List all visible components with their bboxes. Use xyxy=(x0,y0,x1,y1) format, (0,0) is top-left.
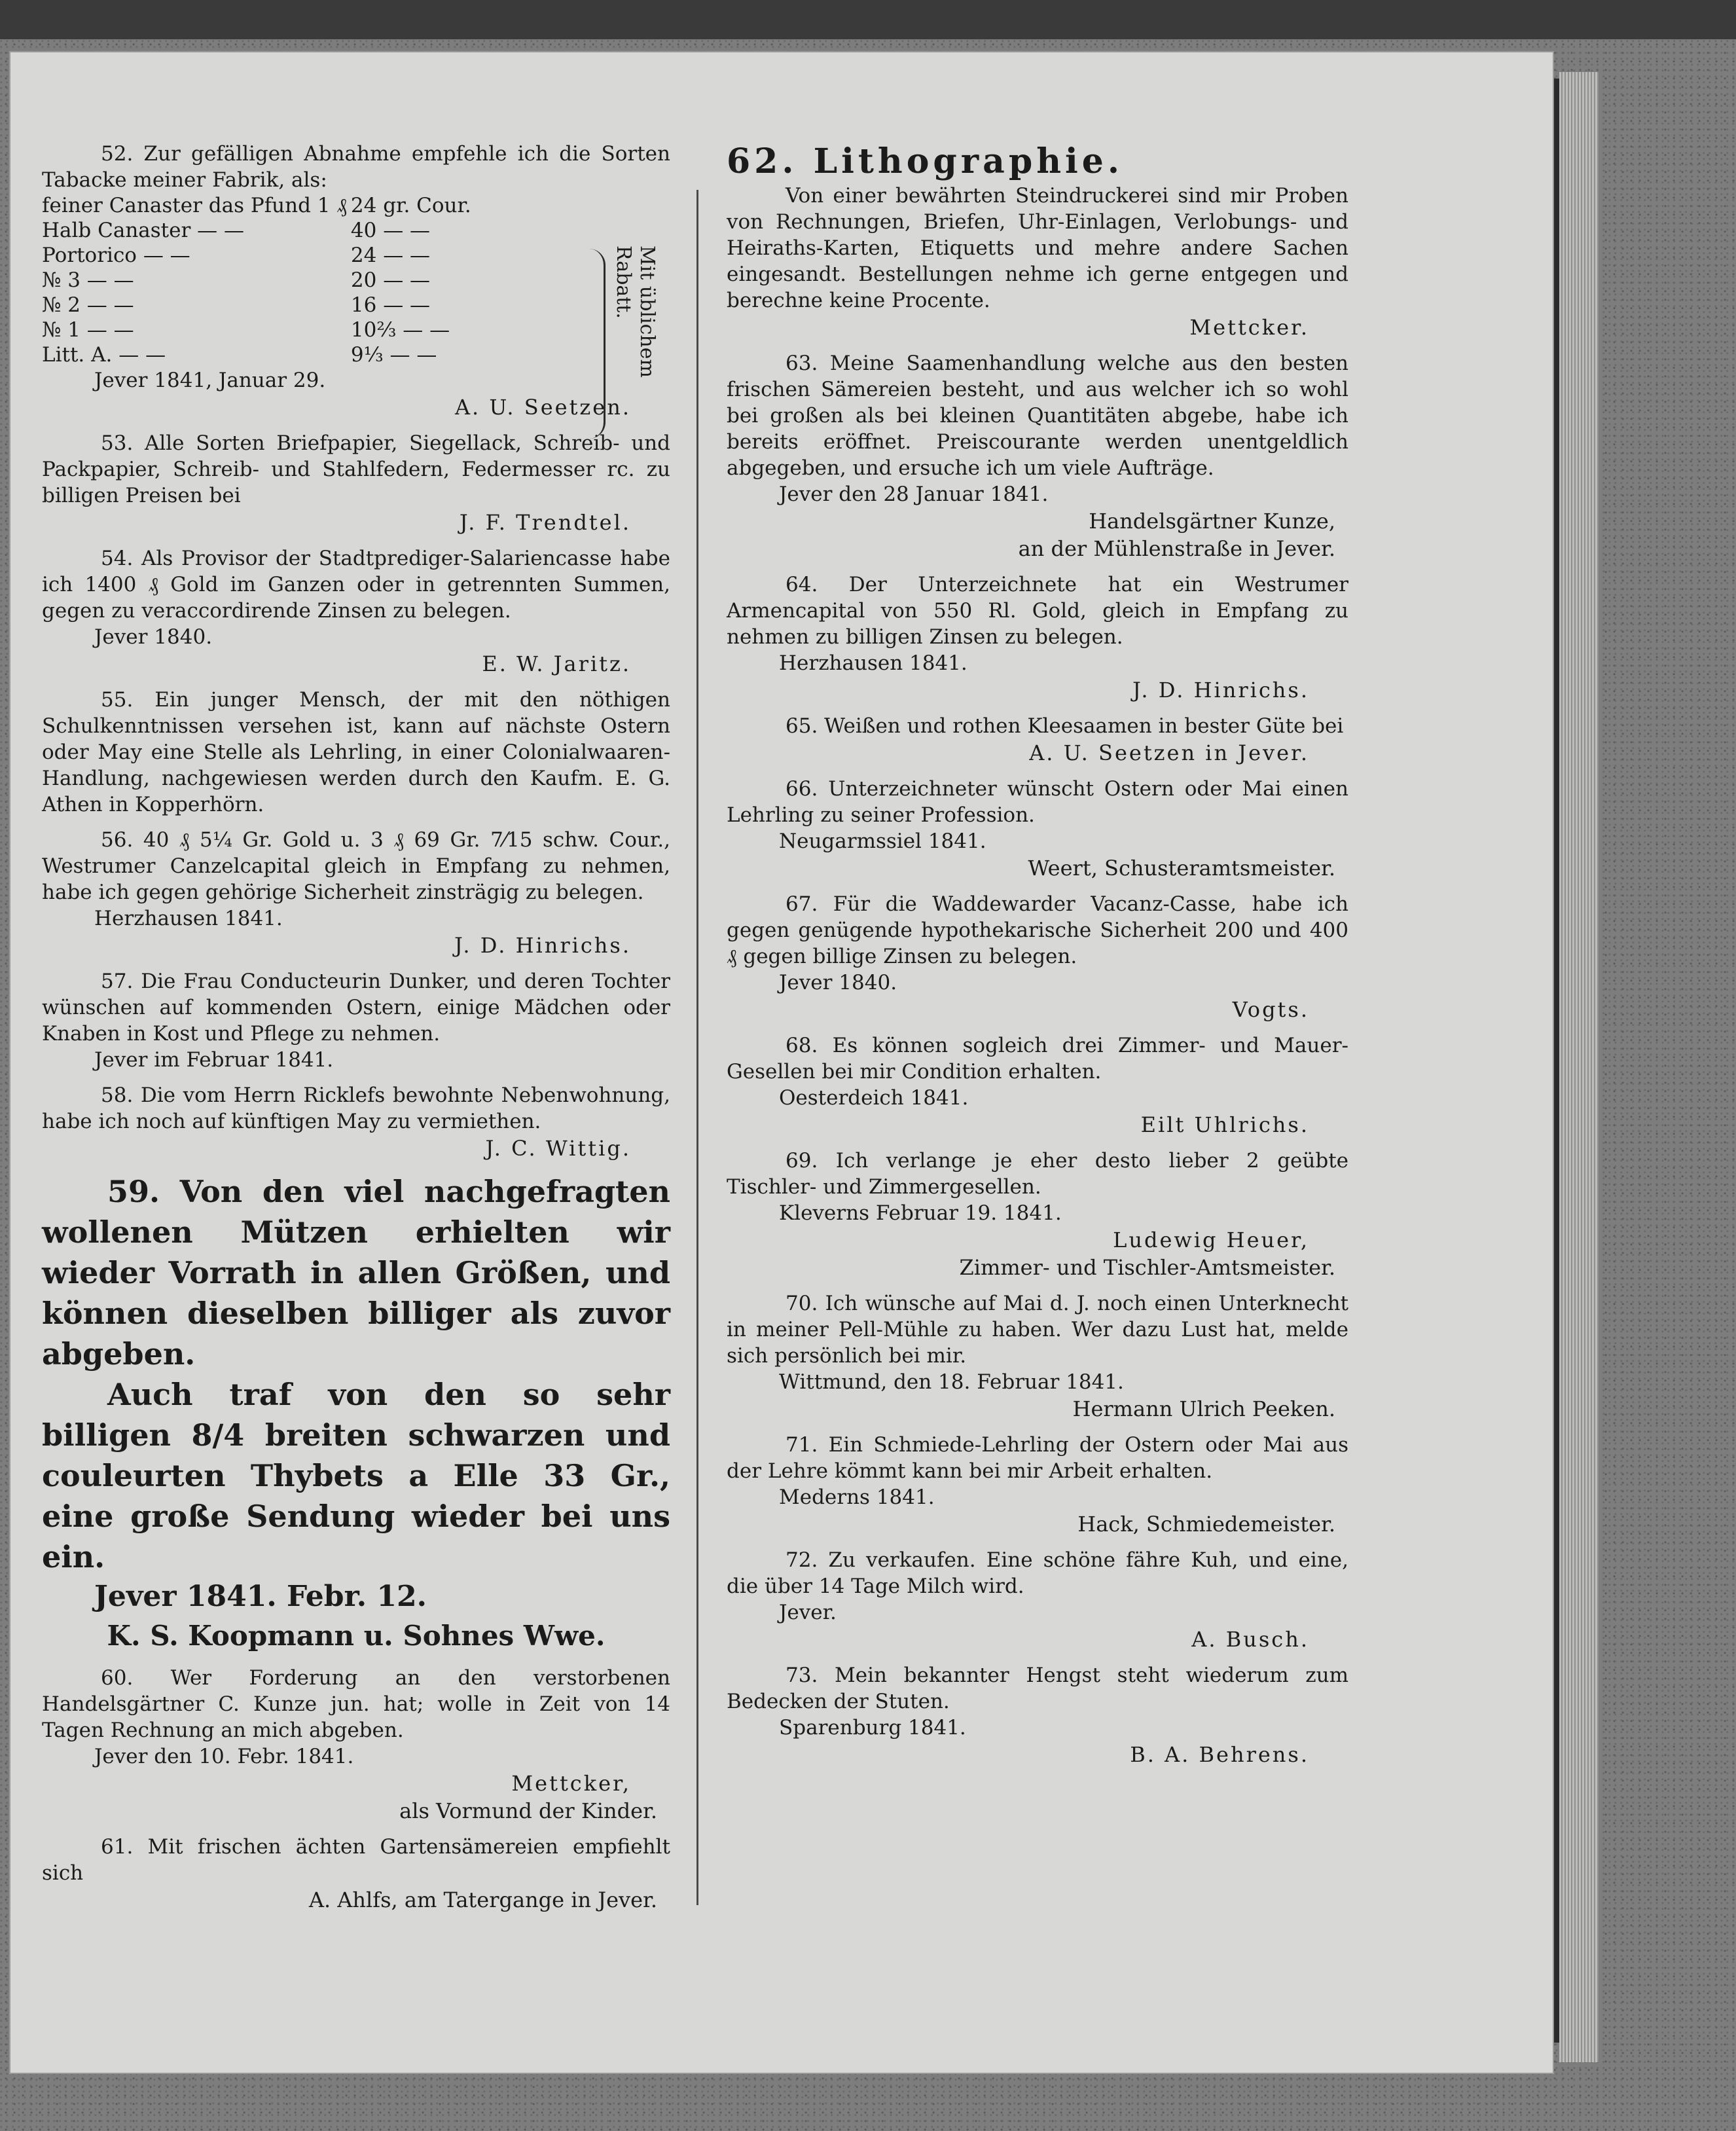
table-row xyxy=(42,218,475,243)
tobacco-price-table xyxy=(42,193,475,367)
right-column xyxy=(727,141,1348,1768)
table-cell: Litt. A. — — xyxy=(42,343,166,367)
table-cell: Halb Canaster — — xyxy=(42,219,245,242)
ad-52-text: 52. Zur gefälligen Abnahme empfehle ich die Sorten Tabacke meiner Fabrik, als: xyxy=(42,142,670,192)
ad-62-headline: 62. Lithographie. xyxy=(727,141,1123,181)
ad-65-signature: A. U. Seetzen in Jever. xyxy=(1029,740,1309,765)
curly-brace xyxy=(589,249,606,439)
table-cell: 10⅔ — — xyxy=(350,318,450,342)
ad-53 xyxy=(42,430,670,536)
ad-63-signature-address: an der Mühlenstraße in Jever. xyxy=(1018,536,1335,561)
ad-57 xyxy=(42,968,670,1073)
ad-65-text: 65. Weißen und rothen Kleesaamen in bester Güte bei xyxy=(786,714,1344,738)
ad-69-text: 69. Ich verlange je eher desto lieber 2 geübte Tischler- und Zimmergesellen. xyxy=(727,1149,1348,1199)
ad-73-signature: B. A. Behrens. xyxy=(1130,1742,1309,1767)
table-row xyxy=(42,342,475,367)
ad-56 xyxy=(42,827,670,959)
ad-70-text: 70. Ich wünsche auf Mai d. J. noch einen Unterknecht in meiner Pell-Mühle zu haben. Wer dazu Lust hat, melde sich persönlich bei mir. xyxy=(727,1292,1348,1368)
ad-71-date: Mederns 1841. xyxy=(779,1485,935,1509)
ad-53-text: 53. Alle Sorten Briefpapier, Siegellack, Schreib- und Packpapier, Schreib- und Stahlfedern, Federmesser rc. zu billigen Preisen bei xyxy=(42,431,670,507)
ad-69-signature: Ludewig Heuer, xyxy=(1113,1228,1309,1252)
ad-68 xyxy=(727,1032,1348,1138)
table-row xyxy=(42,193,475,218)
ad-54 xyxy=(42,545,670,678)
table-cell: 20 — — xyxy=(350,268,431,292)
ad-67 xyxy=(727,891,1348,1023)
ad-56-date: Herzhausen 1841. xyxy=(94,907,283,930)
ad-66-signature: Weert, Schusteramtsmeister. xyxy=(1028,856,1335,881)
ad-56-signature: J. D. Hinrichs. xyxy=(454,933,631,958)
ad-55-text: 55. Ein junger Mensch, der mit den nöthigen Schulkenntnissen versehen ist, kann auf nächste Ostern oder May eine Stelle als Lehrling, in einer Colonialwaaren-Handlung, nachgewiesen werden durch den Kaufm. E. G. Athen in Kopperhörn. xyxy=(42,688,670,816)
ad-56-text: 56. 40 ₰ 5¼ Gr. Gold u. 3 ₰ 69 Gr. 7⁄15 schw. Cour., Westrumer Canzelcapital gleich in Empfang zu nehmen, habe ich gegen gehörige Sicherheit zinsträgig zu belegen. xyxy=(42,828,670,904)
ad-64-signature: J. D. Hinrichs. xyxy=(1132,678,1309,702)
table-cell: 24 — — xyxy=(350,244,431,267)
ad-59-signature: K. S. Koopmann u. Sohnes Wwe. xyxy=(107,1620,606,1652)
ad-71-text: 71. Ein Schmiede-Lehrling der Ostern oder Mai aus der Lehre kömmt kann bei mir Arbeit erhalten. xyxy=(727,1433,1348,1483)
table-cell: 40 — — xyxy=(350,219,431,242)
table-cell: 9⅓ — — xyxy=(350,343,437,367)
ad-60-signature: Mettcker, xyxy=(511,1771,631,1796)
ad-72-date: Jever. xyxy=(779,1601,837,1624)
table-cell: № 2 — — xyxy=(42,293,134,317)
column-divider xyxy=(696,190,698,1905)
ad-62-signature: Mettcker. xyxy=(1189,315,1309,340)
table-cell: feiner Canaster das Pfund 1 ₰ xyxy=(42,194,347,217)
ad-59-text: 59. Von den viel nachgefragten wollenen Mützen erhielten wir wieder Vorrath in allen Größen, und können dieselben billiger als zuvor abgeben. xyxy=(42,1174,670,1372)
ad-68-signature: Eilt Uhlrichs. xyxy=(1140,1112,1309,1137)
ad-60-text: 60. Wer Forderung an den verstorbenen Handelsgärtner C. Kunze jun. hat; wolle in Zeit von 14 Tagen Rechnung an mich abgeben. xyxy=(42,1666,670,1742)
ad-61-text: 61. Mit frischen ächten Gartensämereien empfiehlt sich xyxy=(42,1835,670,1885)
ad-58-text: 58. Die vom Herrn Ricklefs bewohnte Nebenwohnung, habe ich noch auf künftigen May zu vermiethen. xyxy=(42,1084,670,1133)
ad-58-signature: J. C. Wittig. xyxy=(485,1136,631,1161)
ad-57-date: Jever im Februar 1841. xyxy=(94,1048,334,1072)
ad-60-date: Jever den 10. Febr. 1841. xyxy=(94,1745,354,1768)
ad-54-date: Jever 1840. xyxy=(94,625,213,649)
ad-67-date: Jever 1840. xyxy=(779,971,897,994)
ad-71 xyxy=(727,1432,1348,1538)
ad-57-text: 57. Die Frau Conducteurin Dunker, und deren Tochter wünschen auf kommenden Ostern, einige Mädchen oder Knaben in Kost und Pflege zu nehmen. xyxy=(42,970,670,1046)
ad-59-date: Jever 1841. Febr. 12. xyxy=(94,1580,427,1613)
ad-63-signature: Handelsgärtner Kunze, xyxy=(1089,509,1335,534)
table-row xyxy=(42,268,475,293)
ad-54-signature: E. W. Jaritz. xyxy=(482,651,631,676)
table-row xyxy=(42,318,475,342)
ad-71-signature: Hack, Schmiedemeister. xyxy=(1077,1512,1335,1537)
page-spine-shadow xyxy=(1554,79,1559,2043)
ad-70 xyxy=(727,1290,1348,1423)
table-row xyxy=(42,243,475,268)
ad-66-text: 66. Unterzeichneter wünscht Ostern oder Mai einen Lehrling zu seiner Profession. xyxy=(727,777,1348,827)
ad-62 xyxy=(727,141,1348,341)
ad-68-text: 68. Es können sogleich drei Zimmer- und Mauer-Gesellen bei mir Condition erhalten. xyxy=(727,1034,1348,1084)
ad-63-text: 63. Meine Saamenhandlung welche aus den besten frischen Sämereien besteht, und aus welcher ich so wohl bei großen als bei kleinen Quantitäten abgebe, habe ich bereits eröffnet. Preiscourante werden unentgeldlich abgegeben, und ersuche ich um viele Aufträge. xyxy=(727,352,1348,480)
ad-55 xyxy=(42,687,670,818)
ad-68-date: Oesterdeich 1841. xyxy=(779,1086,969,1110)
ad-65 xyxy=(727,713,1348,767)
table-cell: 16 — — xyxy=(350,293,431,317)
ad-69 xyxy=(727,1148,1348,1281)
ad-67-text: 67. Für die Waddewarder Vacanz-Casse, habe ich gegen genügende hypothekarische Sicherheit 200 und 400 ₰ gegen billige Zinsen zu belegen. xyxy=(727,892,1348,968)
table-cell: № 3 — — xyxy=(42,268,134,292)
ad-60 xyxy=(42,1665,670,1825)
ad-59 xyxy=(42,1171,670,1656)
ad-54-text: 54. Als Provisor der Stadtprediger-Salariencasse habe ich 1400 ₰ Gold im Ganzen oder in getrennten Summen, gegen zu veraccordirende Zinsen zu belegen. xyxy=(42,547,670,623)
ad-61 xyxy=(42,1834,670,1914)
ad-70-signature: Hermann Ulrich Peeken. xyxy=(1072,1396,1335,1421)
ad-59-text-2: Auch traf von den so sehr billigen 8/4 breiten schwarzen und couleurten Thybets a Elle 33 Gr., eine große Sendung wieder bei uns ein. xyxy=(42,1377,670,1575)
page-stack-edge xyxy=(1559,72,1599,2062)
ad-52 xyxy=(42,141,670,421)
ad-62-text: Von einer bewährten Steindruckerei sind mir Proben von Rechnungen, Briefen, Uhr-Einlagen, Verlobungs- und Heiraths-Karten, Etiquetts und mehre andere Sachen eingesandt. Bestellungen nehme ich gerne entgegen und berechne keine Procente. xyxy=(727,184,1348,312)
ad-67-signature: Vogts. xyxy=(1232,997,1309,1022)
ad-70-date: Wittmund, den 18. Februar 1841. xyxy=(779,1370,1124,1394)
ad-52-date: Jever 1841, Januar 29. xyxy=(94,369,326,392)
ad-72-text: 72. Zu verkaufen. Eine schöne fähre Kuh, und eine, die über 14 Tage Milch wird. xyxy=(727,1548,1348,1598)
ad-61-signature: A. Ahlfs, am Tatergange in Jever. xyxy=(308,1887,657,1912)
ad-60-signature-role: als Vormund der Kinder. xyxy=(399,1798,657,1823)
ad-66-date: Neugarmssiel 1841. xyxy=(779,829,986,853)
ad-64-date: Herzhausen 1841. xyxy=(779,651,967,675)
table-cell: Portorico — — xyxy=(42,244,190,267)
ad-64 xyxy=(727,572,1348,704)
ad-58 xyxy=(42,1082,670,1162)
table-cell: № 1 — — xyxy=(42,318,134,342)
ad-52-signature: A. U. Seetzen. xyxy=(454,395,631,420)
ad-63 xyxy=(727,350,1348,562)
ad-73-date: Sparenburg 1841. xyxy=(779,1716,966,1739)
ad-66 xyxy=(727,776,1348,882)
ad-53-signature: J. F. Trendtel. xyxy=(459,510,631,535)
ad-72-signature: A. Busch. xyxy=(1191,1627,1309,1652)
ad-69-signature-role: Zimmer- und Tischler-Amtsmeister. xyxy=(959,1255,1335,1280)
ad-72 xyxy=(727,1547,1348,1653)
ad-64-text: 64. Der Unterzeichnete hat ein Westrumer Armencapital von 550 Rl. Gold, gleich in Empfang zu nehmen zu billigen Zinsen zu belegen. xyxy=(727,573,1348,649)
ad-73-text: 73. Mein bekannter Hengst steht wiederum zum Bedecken der Stuten. xyxy=(727,1664,1348,1713)
ad-63-date: Jever den 28 Januar 1841. xyxy=(779,483,1049,506)
ad-73 xyxy=(727,1662,1348,1768)
table-cell: 24 gr. Cour. xyxy=(350,194,471,217)
ad-69-date: Kleverns Februar 19. 1841. xyxy=(779,1201,1062,1225)
table-row xyxy=(42,293,475,318)
left-column xyxy=(42,141,670,1914)
rabatt-note: Mit üblichem Rabatt. xyxy=(612,246,659,378)
